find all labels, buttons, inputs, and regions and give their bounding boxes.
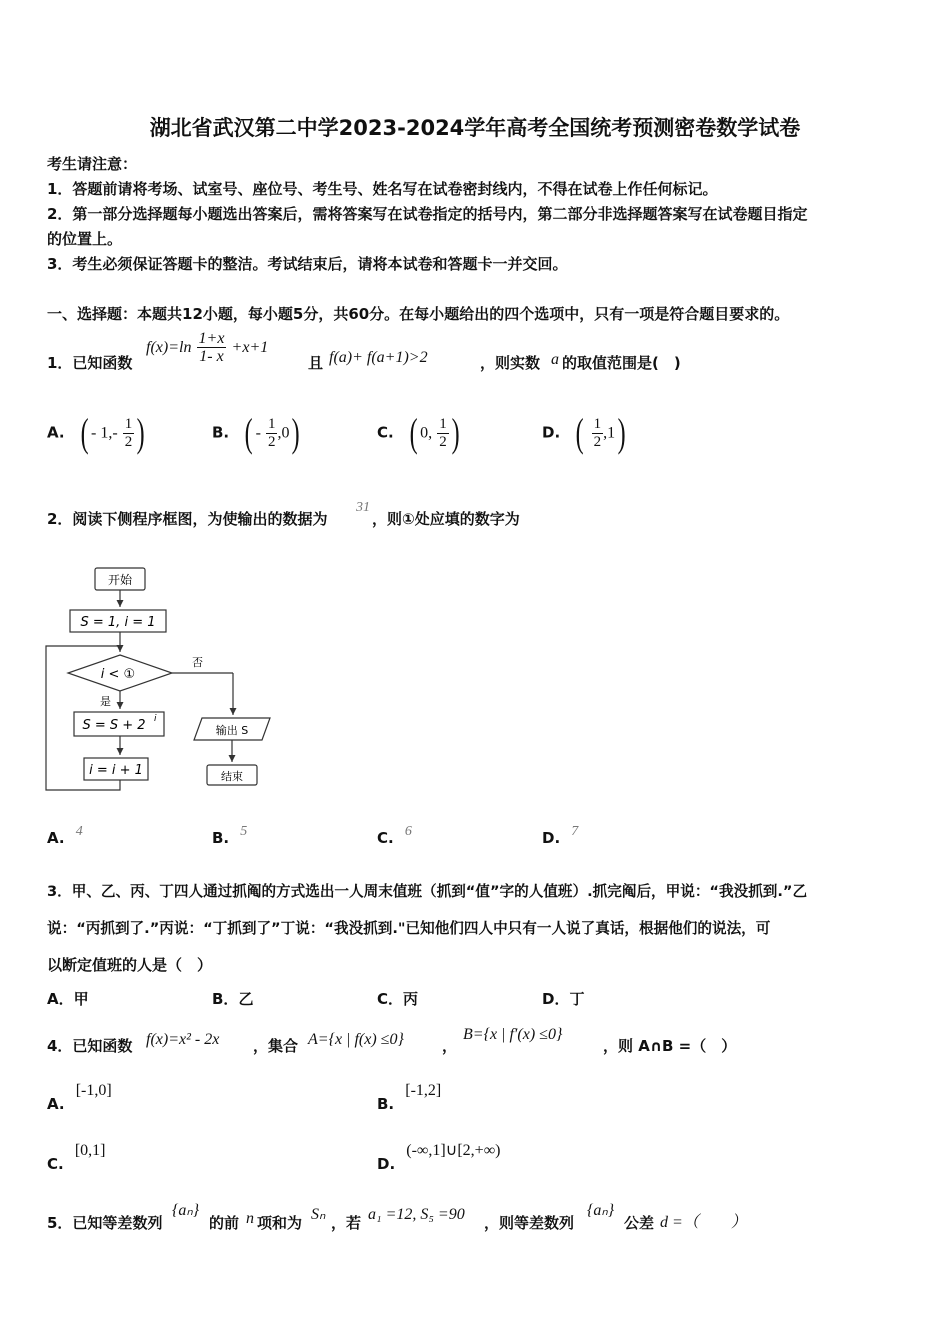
flowchart xyxy=(40,560,290,800)
flow-yes-label: 是 xyxy=(100,695,111,708)
q1-option-a[interactable]: A. ( - 1,- $\frac{1}{2}$ ) xyxy=(47,410,145,455)
q1-option-b[interactable]: B. ( - $\frac{1}{2}$ ,0) xyxy=(212,410,301,455)
q1-end: 的取值范围是( ) xyxy=(562,354,681,372)
flow-start-label: 开始 xyxy=(107,573,133,587)
q1-condition: f(a)+ f(a+1)>2 xyxy=(329,349,428,366)
q1-mid: 且 xyxy=(308,354,324,372)
q5-prefix: 5．已知等差数列 xyxy=(47,1214,163,1232)
option-left: - xyxy=(255,424,261,442)
flow-no-label: 否 xyxy=(192,656,203,669)
q4-option-a[interactable] xyxy=(47,1080,112,1113)
option-value: [-1,2] xyxy=(405,1082,442,1099)
q5-d: d =（ ） xyxy=(660,1214,747,1231)
option-label: A. xyxy=(47,829,65,847)
q4-suffix: ，则 A∩B =（ ） xyxy=(603,1037,737,1055)
frac-den: 2 xyxy=(124,433,133,450)
option-value: 5 xyxy=(240,824,248,839)
option-label: A. xyxy=(47,423,65,442)
q1-tail: +x+1 xyxy=(231,339,269,356)
q3-option-d[interactable] xyxy=(542,988,584,1009)
option-value: 甲 xyxy=(73,990,89,1008)
q1-option-d[interactable]: D. ( $\frac{1}{2}$ ,1) xyxy=(542,410,626,455)
q3-option-a[interactable] xyxy=(47,988,89,1009)
q3-line: 3．甲、乙、丙、丁四人通过抓阄的方式选出一人周末值班（抓到“值”字的人值班）.抓完阄后，甲说：“我没抓到.”乙 xyxy=(47,883,808,900)
section-heading: 一、选择题：本题共12小题，每小题5分，共60分。在每小题给出的四个选项中，只有一项是符合题目要求的。 xyxy=(47,305,790,323)
option-fraction xyxy=(592,416,604,451)
q1-var: a xyxy=(551,351,559,368)
option-right: ,1 xyxy=(603,424,616,442)
q4-set-a: A={x | f(x) ≤0} xyxy=(308,1031,404,1048)
option-label: B． xyxy=(212,990,239,1008)
q2-value: 31 xyxy=(356,500,370,515)
option-value: 4 xyxy=(75,824,83,839)
frac-den: 2 xyxy=(267,433,276,450)
option-fraction xyxy=(266,416,278,451)
option-value: 乙 xyxy=(238,990,254,1008)
notice-item: 2．第一部分选择题每小题选出答案后，需将答案写在试卷指定的括号内，第二部分非选择题答案写在试卷题目指定 xyxy=(47,205,808,223)
flow-init-label: S = 1, i = 1 xyxy=(80,615,156,630)
option-label: D. xyxy=(542,423,561,442)
q4-option-b[interactable] xyxy=(377,1080,442,1113)
option-fraction xyxy=(123,416,135,451)
option-label: C. xyxy=(377,423,394,442)
frac-num: 1 xyxy=(124,415,133,432)
q5-sn: Sₙ xyxy=(311,1206,326,1223)
option-label: C． xyxy=(377,990,404,1008)
q3-line: 以断定值班的人是（ ） xyxy=(47,956,213,974)
q5-suffix: 公差 xyxy=(624,1214,655,1232)
flow-inc-label: i = i + 1 xyxy=(89,763,143,778)
flow-end-label: 结束 xyxy=(221,770,243,783)
option-left: 0, xyxy=(420,424,433,442)
q5-sequence-2: {aₙ} xyxy=(587,1202,615,1219)
notice-heading: 考生请注意： xyxy=(47,155,138,173)
q4-prefix: 4．已知函数 xyxy=(47,1037,133,1055)
option-label: C. xyxy=(47,1155,64,1173)
q1-fraction xyxy=(197,330,227,365)
frac-den: 2 xyxy=(593,433,602,450)
q5-sequence: {aₙ} xyxy=(172,1202,200,1219)
q2-option-b[interactable] xyxy=(212,824,248,848)
q2-text: 2．阅读下侧程序框图，为使输出的数据为 xyxy=(47,510,328,528)
q1-fx: f(x)=ln xyxy=(146,339,192,356)
page-title: 湖北省武汉第二中学2023-2024学年高考全国统考预测密卷数学试卷 xyxy=(149,116,801,140)
notice-item: 的位置上。 xyxy=(47,230,123,248)
option-value: (-∞,1]∪[2,+∞) xyxy=(406,1142,501,1159)
frac-num: 1 xyxy=(439,415,447,432)
option-label: C. xyxy=(377,829,394,847)
q5-n: n xyxy=(246,1210,254,1227)
notice-item: 1．答题前请将考场、试室号、座位号、考生号、姓名写在试卷密封线内，不得在试卷上作任何标记。 xyxy=(47,180,718,198)
option-value: [0,1] xyxy=(74,1142,106,1159)
q2-option-a[interactable] xyxy=(47,824,83,848)
flow-body-label: S = S + 2 xyxy=(82,718,146,733)
option-left: - 1,- xyxy=(91,424,118,442)
q4-set-b: B={x | f′(x) ≤0} xyxy=(463,1026,563,1043)
option-label: B. xyxy=(377,1095,395,1113)
option-value: 丙 xyxy=(403,990,419,1008)
option-fraction xyxy=(437,416,449,451)
q4-option-c[interactable] xyxy=(47,1140,106,1173)
q4-sep: ， xyxy=(442,1037,458,1055)
q5-mid2: 项和为 xyxy=(257,1214,303,1232)
option-label: A. xyxy=(47,1095,65,1113)
option-label: B. xyxy=(212,829,230,847)
q1-frac-num: 1+x xyxy=(198,330,225,347)
option-label: D. xyxy=(377,1155,396,1173)
q5-mid3: ，若 xyxy=(331,1214,362,1232)
q3-option-b[interactable] xyxy=(212,988,253,1009)
q3-option-c[interactable] xyxy=(377,988,418,1009)
frac-den: 2 xyxy=(439,433,447,450)
option-value: [-1,0] xyxy=(75,1082,112,1099)
q1-prefix: 1．已知函数 xyxy=(47,354,133,372)
q1-frac-den: 1- x xyxy=(199,348,224,365)
q4-mid: ，集合 xyxy=(253,1037,299,1055)
flow-cond-label: i < ① xyxy=(100,667,136,682)
option-label: A． xyxy=(47,990,74,1008)
q4-option-d[interactable] xyxy=(377,1140,501,1173)
option-right: ,0 xyxy=(277,424,290,442)
q2-option-c[interactable] xyxy=(377,824,412,848)
option-value: 7 xyxy=(571,824,579,839)
q2-text2: ，则①处应填的数字为 xyxy=(372,510,520,528)
q1-suffix: ，则实数 xyxy=(480,354,541,372)
q2-option-d[interactable] xyxy=(542,824,579,848)
flow-output-label: 输出 S xyxy=(215,724,249,737)
option-label: D． xyxy=(542,990,570,1008)
frac-num: 1 xyxy=(267,415,276,432)
q3-line: 说：“丙抓到了.”丙说：“丁抓到了”丁说：“我没抓到."已知他们四人中只有一人说了真话，根据他们的说法，可 xyxy=(47,920,771,937)
flow-body-exp: i xyxy=(154,714,157,724)
q5-mid4: ，则等差数列 xyxy=(484,1214,575,1232)
notice-item: 3．考生必须保证答题卡的整洁。考试结束后，请将本试卷和答题卡一并交回。 xyxy=(47,255,568,273)
frac-num: 1 xyxy=(593,415,602,432)
option-value: 6 xyxy=(404,824,412,839)
option-label: D. xyxy=(542,829,561,847)
q4-function: f(x)=x² - 2x xyxy=(146,1031,220,1048)
q5-mid1: 的前 xyxy=(209,1214,240,1232)
option-label: B. xyxy=(212,423,230,442)
q1-function xyxy=(146,330,268,365)
q5-condition: a₁ =12, S₅ =90 xyxy=(368,1206,465,1223)
q1-option-c[interactable]: C. ( 0, $\frac{1}{2}$ ) xyxy=(377,410,460,455)
option-value: 丁 xyxy=(569,990,585,1008)
